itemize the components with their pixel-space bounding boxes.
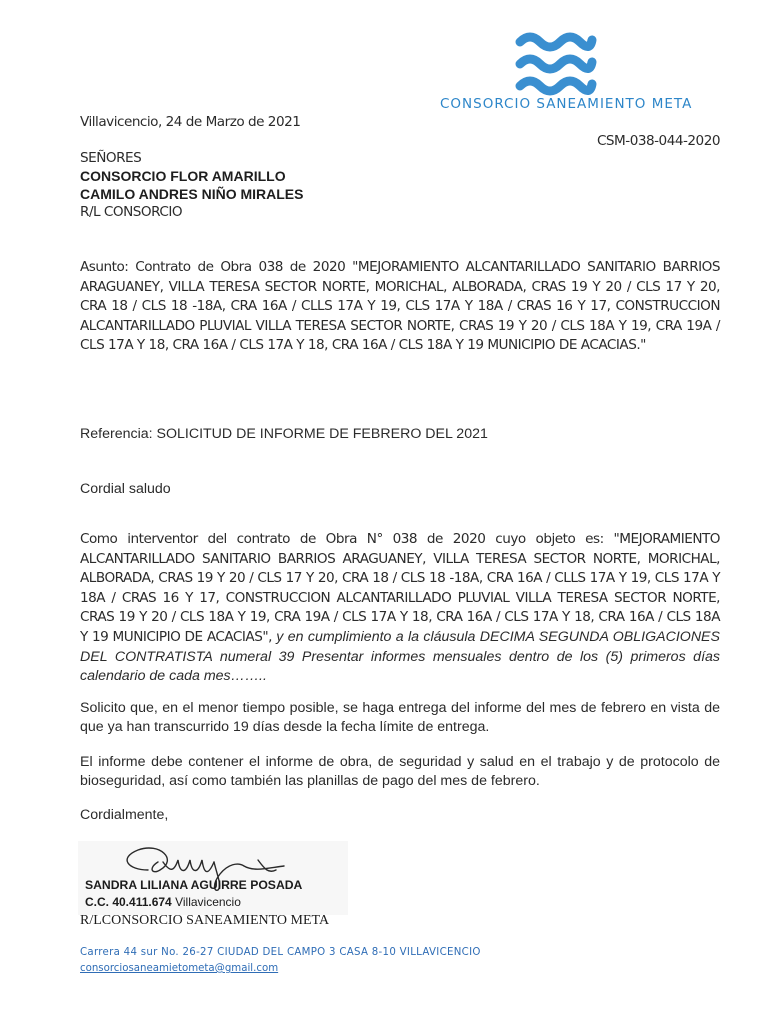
recipient-salutation: SEÑORES [80,150,142,166]
reference-line: Referencia: SOLICITUD DE INFORME DE FEBRERO DEL 2021 [80,426,488,442]
request-paragraph: Solicito que, en el menor tiempo posible, se haga entrega del informe del mes de febrero en vista de que ya han transcurrido 19 días desde la fecha límite de entrega. [80,700,720,735]
recipient-block [80,149,303,221]
signatory-id-number: C.C. 40.411.674 [85,895,172,909]
closing: Cordialmente, [80,807,169,823]
content-paragraph: El informe debe contener el informe de obra, de seguridad y salud en el trabajo y de protocolo de bioseguridad, así como también las planillas de pago del mes de febrero. [80,754,720,789]
document-reference-code: CSM-038-044-2020 [596,133,720,149]
waves-icon [512,30,598,100]
recipient-role: R/L CONSORCIO [80,204,183,220]
footer-address: Carrera 44 sur No. 26-27 CIUDAD DEL CAMPO 3 CASA 8-10 VILLAVICENCIO [80,947,481,958]
signatory-id-city: Villavicencio [171,895,241,909]
body-paragraph [80,530,720,687]
body-contract-text: Como interventor del contrato de Obra N° 038 de 2020 cuyo objeto es: "MEJORAMIENTO ALCANTARILLADO SANITARIO BARRIOS ARAGUANEY, VILLA TERESA SECTOR NORTE, MORICHAL, ALBORADA, CRAS 19 Y 20 / CLS 17 Y 20, CRA 18 / CLS 18 -18A, CRA 16A / CLLS 17A Y 19, CLS 17A Y 18A / CRAS 16 Y 17, CONSTRUCCION ALCANTARILLADO PLUVIAL VILLA TERESA SECTOR NORTE, CRAS 19 Y 20 / CLS 18A Y 19, CRA 19A / CLS 17A Y 18, CRA 16A / CLS 17A Y 18, CRA 16A / CLS 18A Y 19 MUNICIPIO DE ACACIAS", [80,531,720,645]
footer-email-link[interactable]: consorciosaneamietometa@gmail.com [80,963,279,974]
signatory-id [85,895,241,909]
company-logo-name: CONSORCIO SANEAMIENTO META [440,96,693,112]
letter-date: Villavicencio, 24 de Marzo de 2021 [80,114,301,130]
signatory-name: SANDRA LILIANA AGUIRRE POSADA [85,878,303,892]
subject-paragraph: Asunto: Contrato de Obra 038 de 2020 "MEJORAMIENTO ALCANTARILLADO SANITARIO BARRIOS ARAGUANEY, VILLA TERESA SECTOR NORTE, MORICHAL, ALBORADA, CRAS 19 Y 20 / CLS 17 Y 20, CRA 18 / CLS 18 -18A, CRA 16A / CLLS 17A Y 19, CLS 17A Y 18A / CRAS 16 Y 17, CONSTRUCCION ALCANTARILLADO PLUVIAL VILLA TERESA SECTOR NORTE, CRAS 19 Y 20 / CLS 18A Y 19, CRA 19A / CLS 17A Y 18, CRA 16A / CLS 17A Y 18, CRA 16A / CLS 18A Y 19 MUNICIPIO DE ACACIAS." [80,259,720,354]
body-clause-text: y en cumplimiento a la cláusula DECIMA SEGUNDA OBLIGACIONES DEL CONTRATISTA numeral 39 Presentar informes mensuales dentro de los (5) primeros días calendario de cada mes…….. [80,628,720,685]
recipient-company: CONSORCIO FLOR AMARILLO [80,168,286,184]
signatory-role: R/LCONSORCIO SANEAMIENTO META [80,913,330,928]
recipient-person: CAMILO ANDRES NIÑO MIRALES [80,186,304,202]
greeting: Cordial saludo [80,481,171,497]
